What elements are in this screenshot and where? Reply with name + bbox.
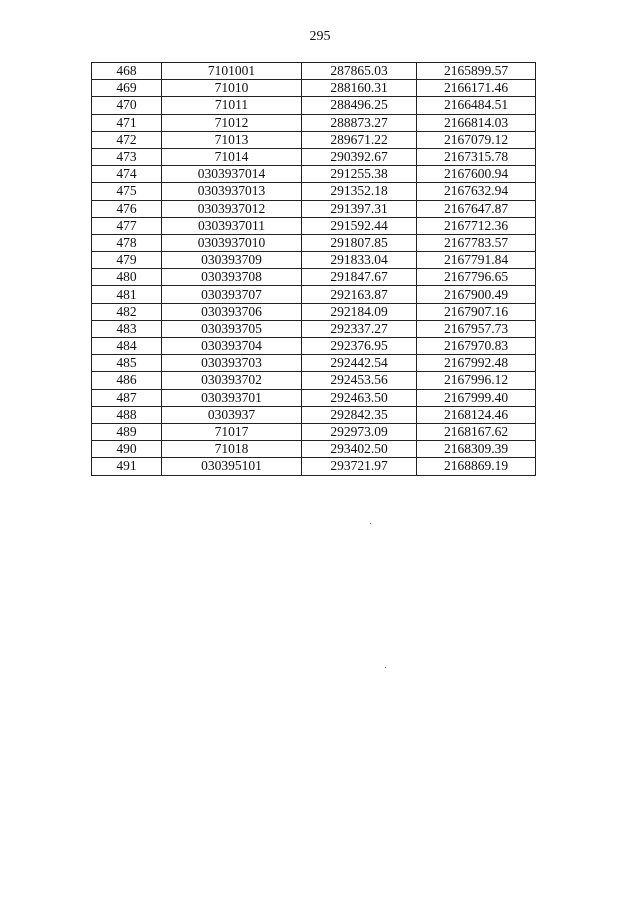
y-coordinate-cell: 2167783.57 — [417, 234, 536, 251]
y-coordinate-cell: 2167647.87 — [417, 200, 536, 217]
table-row — [92, 355, 536, 372]
table-row — [92, 217, 536, 234]
point-code-cell: 030395101 — [162, 458, 302, 475]
point-code-cell: 71014 — [162, 148, 302, 165]
point-code-cell: 0303937014 — [162, 166, 302, 183]
point-number-cell: 468 — [92, 63, 162, 80]
point-number-cell: 471 — [92, 114, 162, 131]
point-code-cell: 71010 — [162, 80, 302, 97]
point-number-cell: 477 — [92, 217, 162, 234]
point-code-cell: 71012 — [162, 114, 302, 131]
point-code-cell: 0303937011 — [162, 217, 302, 234]
point-number-cell: 481 — [92, 286, 162, 303]
table-row — [92, 200, 536, 217]
table-row — [92, 234, 536, 251]
table-row — [92, 458, 536, 475]
table-row — [92, 406, 536, 423]
table-row — [92, 252, 536, 269]
point-number-cell: 478 — [92, 234, 162, 251]
table-row — [92, 80, 536, 97]
page-number: 295 — [309, 29, 331, 44]
x-coordinate-cell: 288873.27 — [302, 114, 417, 131]
point-code-cell: 71011 — [162, 97, 302, 114]
point-number-cell: 488 — [92, 406, 162, 423]
x-coordinate-cell: 291833.04 — [302, 252, 417, 269]
table-row — [92, 114, 536, 131]
point-number-cell: 485 — [92, 355, 162, 372]
x-coordinate-cell: 291255.38 — [302, 166, 417, 183]
y-coordinate-cell: 2167999.40 — [417, 389, 536, 406]
point-code-cell: 030393702 — [162, 372, 302, 389]
table-row — [92, 183, 536, 200]
y-coordinate-cell: 2165899.57 — [417, 63, 536, 80]
y-coordinate-cell: 2167079.12 — [417, 131, 536, 148]
point-code-cell: 71018 — [162, 441, 302, 458]
y-coordinate-cell: 2166484.51 — [417, 97, 536, 114]
y-coordinate-cell: 2167957.73 — [417, 320, 536, 337]
x-coordinate-cell: 293721.97 — [302, 458, 417, 475]
point-number-cell: 484 — [92, 338, 162, 355]
point-code-cell: 0303937013 — [162, 183, 302, 200]
x-coordinate-cell: 291847.67 — [302, 269, 417, 286]
table-row — [92, 97, 536, 114]
y-coordinate-cell: 2167996.12 — [417, 372, 536, 389]
x-coordinate-cell: 291592.44 — [302, 217, 417, 234]
x-coordinate-cell: 292337.27 — [302, 320, 417, 337]
point-code-cell: 0303937010 — [162, 234, 302, 251]
x-coordinate-cell: 292442.54 — [302, 355, 417, 372]
point-code-cell: 030393709 — [162, 252, 302, 269]
point-number-cell: 475 — [92, 183, 162, 200]
point-code-cell: 030393708 — [162, 269, 302, 286]
x-coordinate-cell: 289671.22 — [302, 131, 417, 148]
table-row — [92, 441, 536, 458]
y-coordinate-cell: 2168124.46 — [417, 406, 536, 423]
point-code-cell: 0303937 — [162, 406, 302, 423]
point-code-cell: 71017 — [162, 423, 302, 440]
point-code-cell: 030393706 — [162, 303, 302, 320]
table-row — [92, 389, 536, 406]
y-coordinate-cell: 2168869.19 — [417, 458, 536, 475]
y-coordinate-cell: 2167712.36 — [417, 217, 536, 234]
x-coordinate-cell: 292453.56 — [302, 372, 417, 389]
x-coordinate-cell: 292842.35 — [302, 406, 417, 423]
scan-speck — [385, 667, 386, 668]
y-coordinate-cell: 2168167.62 — [417, 423, 536, 440]
x-coordinate-cell: 288160.31 — [302, 80, 417, 97]
table-row — [92, 320, 536, 337]
point-code-cell: 030393705 — [162, 320, 302, 337]
table-row — [92, 269, 536, 286]
point-number-cell: 470 — [92, 97, 162, 114]
point-code-cell: 030393704 — [162, 338, 302, 355]
table-row — [92, 286, 536, 303]
point-number-cell: 489 — [92, 423, 162, 440]
point-code-cell: 71013 — [162, 131, 302, 148]
point-number-cell: 486 — [92, 372, 162, 389]
scan-speck — [370, 523, 371, 524]
point-number-cell: 483 — [92, 320, 162, 337]
point-code-cell: 030393701 — [162, 389, 302, 406]
y-coordinate-cell: 2167632.94 — [417, 183, 536, 200]
point-number-cell: 469 — [92, 80, 162, 97]
coordinates-table — [91, 62, 536, 476]
y-coordinate-cell: 2166814.03 — [417, 114, 536, 131]
x-coordinate-cell: 291807.85 — [302, 234, 417, 251]
table-row — [92, 423, 536, 440]
x-coordinate-cell: 287865.03 — [302, 63, 417, 80]
table-row — [92, 372, 536, 389]
x-coordinate-cell: 291352.18 — [302, 183, 417, 200]
x-coordinate-cell: 292163.87 — [302, 286, 417, 303]
table-row — [92, 166, 536, 183]
point-number-cell: 473 — [92, 148, 162, 165]
coordinates-table-body — [92, 63, 536, 476]
y-coordinate-cell: 2167907.16 — [417, 303, 536, 320]
point-number-cell: 476 — [92, 200, 162, 217]
y-coordinate-cell: 2167900.49 — [417, 286, 536, 303]
point-number-cell: 474 — [92, 166, 162, 183]
x-coordinate-cell: 292376.95 — [302, 338, 417, 355]
y-coordinate-cell: 2167992.48 — [417, 355, 536, 372]
point-number-cell: 480 — [92, 269, 162, 286]
x-coordinate-cell: 292973.09 — [302, 423, 417, 440]
y-coordinate-cell: 2167796.65 — [417, 269, 536, 286]
table-row — [92, 148, 536, 165]
x-coordinate-cell: 293402.50 — [302, 441, 417, 458]
point-code-cell: 030393707 — [162, 286, 302, 303]
point-number-cell: 487 — [92, 389, 162, 406]
x-coordinate-cell: 292184.09 — [302, 303, 417, 320]
table-row — [92, 63, 536, 80]
x-coordinate-cell: 292463.50 — [302, 389, 417, 406]
table-row — [92, 338, 536, 355]
point-number-cell: 491 — [92, 458, 162, 475]
table-row — [92, 131, 536, 148]
y-coordinate-cell: 2167600.94 — [417, 166, 536, 183]
point-code-cell: 0303937012 — [162, 200, 302, 217]
y-coordinate-cell: 2166171.46 — [417, 80, 536, 97]
point-number-cell: 482 — [92, 303, 162, 320]
y-coordinate-cell: 2167970.83 — [417, 338, 536, 355]
point-number-cell: 479 — [92, 252, 162, 269]
point-number-cell: 490 — [92, 441, 162, 458]
y-coordinate-cell: 2167315.78 — [417, 148, 536, 165]
x-coordinate-cell: 291397.31 — [302, 200, 417, 217]
point-code-cell: 030393703 — [162, 355, 302, 372]
x-coordinate-cell: 290392.67 — [302, 148, 417, 165]
point-number-cell: 472 — [92, 131, 162, 148]
point-code-cell: 7101001 — [162, 63, 302, 80]
table-row — [92, 303, 536, 320]
x-coordinate-cell: 288496.25 — [302, 97, 417, 114]
y-coordinate-cell: 2168309.39 — [417, 441, 536, 458]
y-coordinate-cell: 2167791.84 — [417, 252, 536, 269]
